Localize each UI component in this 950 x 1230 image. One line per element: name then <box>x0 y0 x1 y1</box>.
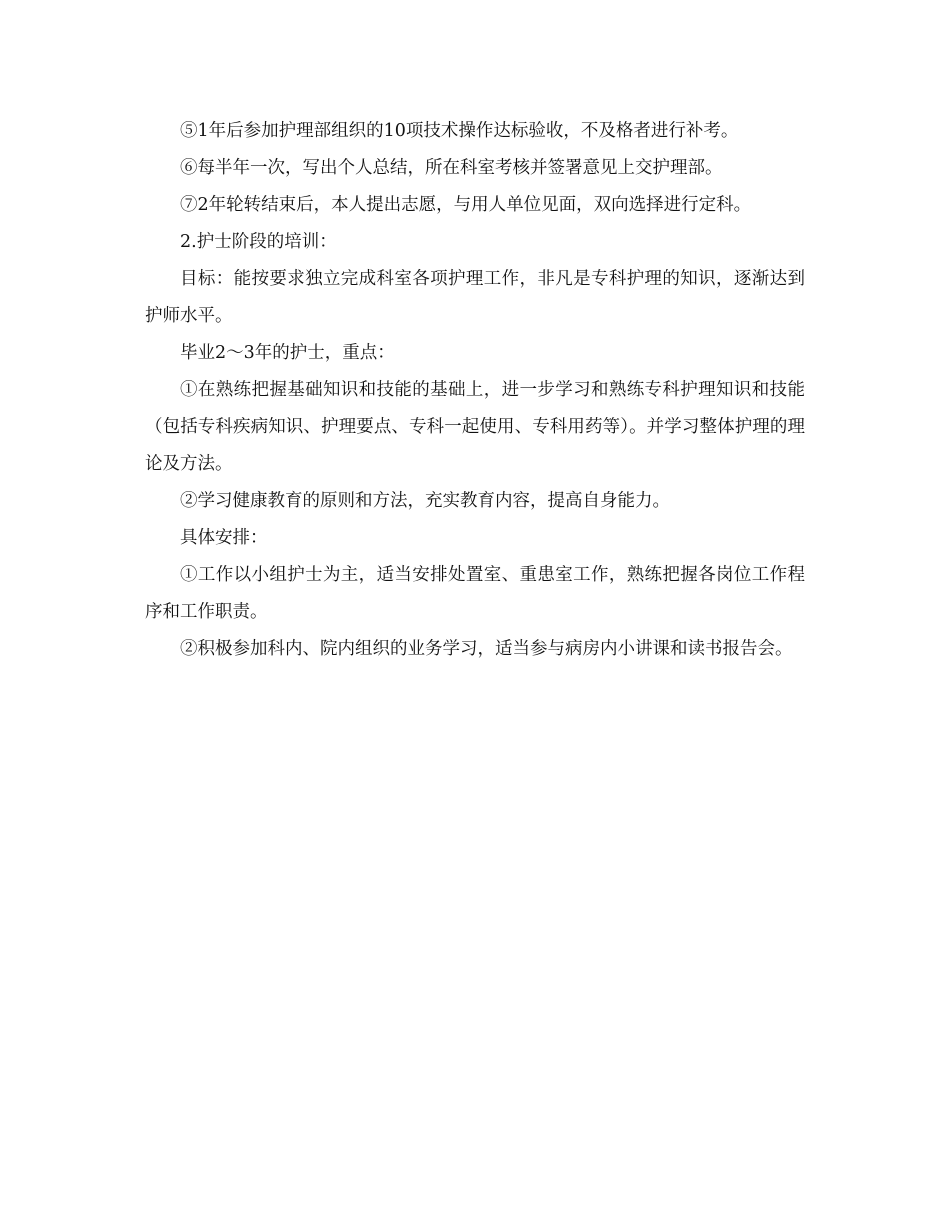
paragraph-arrangement-1: ①工作以小组护士为主，适当安排处置室、重患室工作，熟练把握各岗位工作程序和工作职责。 <box>145 565 805 622</box>
paragraph-arrangement-2: ②积极参加科内、院内组织的业务学习，适当参与病房内小讲课和读书报告会。 <box>180 639 793 659</box>
paragraph-focus-2: ②学习健康教育的原则和方法，充实教育内容，提高自身能力。 <box>180 491 670 511</box>
paragraph-goal: 目标：能按要求独立完成科室各项护理工作，非凡是专科护理的知识，逐渐达到护师水平。 <box>145 269 805 326</box>
document-body <box>145 113 805 668</box>
paragraph-item-5-annual-skills-test: ⑤1年后参加护理部组织的10项技术操作达标验收，不及格者进行补考。 <box>180 121 739 141</box>
paragraph-item-6-half-year-summary: ⑥每半年一次，写出个人总结，所在科室考核并签署意见上交护理部。 <box>180 158 723 178</box>
paragraph-focus-intro: 毕业2～3年的护士，重点： <box>180 343 395 363</box>
paragraph-focus-1: ①在熟练把握基础知识和技能的基础上，进一步学习和熟练专科护理知识和技能（包括专科疾病知识、护理要点、专科一起使用、专科用药等）。并学习整体护理的理论及方法。 <box>145 380 805 474</box>
section-heading-nurse-stage-training: 2.护士阶段的培训： <box>180 232 337 252</box>
paragraph-arrangement-intro: 具体安排： <box>180 528 268 548</box>
paragraph-item-7-rotation-end: ⑦2年轮转结束后，本人提出志愿，与用人单位见面，双向选择进行定科。 <box>180 195 752 215</box>
